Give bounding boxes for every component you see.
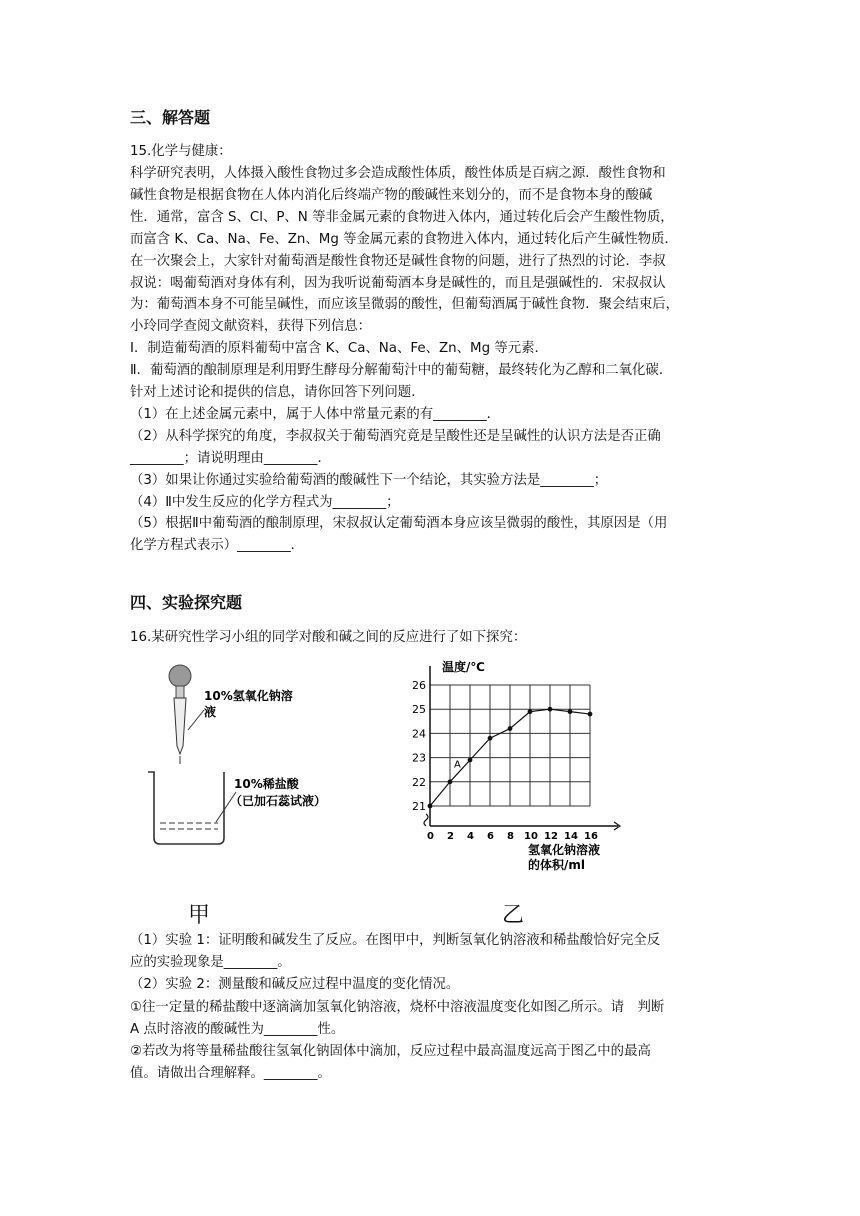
figure-jia-caption: 甲 <box>188 903 211 928</box>
text-line: 小玲同学查阅文献资料，获得下列信息： <box>130 319 372 335</box>
figure-yi-caption: 乙 <box>502 903 525 928</box>
text-line: （4）Ⅱ中发生反应的化学方程式为________； <box>130 494 400 510</box>
hcl-label-2: （已加石蕊试液） <box>230 794 327 808</box>
text-line: 在一次聚会上，大家针对葡萄酒是酸性食物还是碱性食物的问题，进行了热烈的讨论．李叔 <box>130 253 666 269</box>
text-line: 性．通常，富含 S、Cl、P、N 等非金属元素的食物进入体内，通过转化后会产生酸性物质， <box>130 209 674 225</box>
data-point <box>468 758 473 763</box>
text-line: 科学研究表明，人体摄入酸性食物过多会造成酸性体质，酸性体质是百病之源．酸性食物和 <box>130 166 666 181</box>
text-line: （2）实验 2：测量酸和碱反应过程中温度的变化情况。 <box>130 977 460 993</box>
point-a-label: A <box>454 759 461 771</box>
x-tick-label: 16 <box>584 831 598 842</box>
y-tick-label: 26 <box>412 679 426 692</box>
text-line: A 点时溶液的酸碱性为________性。 <box>130 1021 345 1037</box>
y-tick-label: 25 <box>412 703 426 717</box>
text-line: 碱性食物是根据食物在人体内消化后终端产物的酸碱性来划分的，而不是食物本身的酸碱 <box>130 187 653 203</box>
q16-head: 16.某研究性学习小组的同学对酸和碱之间的反应进行了如下探究： <box>130 630 527 645</box>
text-line: 化学方程式表示）________． <box>130 538 305 554</box>
data-point <box>588 712 593 717</box>
q15-head: 15.化学与健康： <box>130 144 232 159</box>
data-point <box>528 709 533 714</box>
section-3-title: 三、解答题 <box>130 108 211 127</box>
text-line: （3）如果让你通过实验给葡萄酒的酸碱性下一个结论，其实验方法是________； <box>130 472 608 488</box>
hcl-label-1: 10%稀盐酸 <box>234 777 299 791</box>
dropper-bulb <box>169 665 191 687</box>
naoh-label-2: 液 <box>204 705 217 719</box>
text-line: （5）根据Ⅱ中葡萄酒的酿制原理，宋叔叔认定葡萄酒本身应该呈微弱的酸性，其原因是（用 <box>130 516 668 532</box>
figure-yi-chart <box>400 656 635 876</box>
chart-y-axis-label: 温度/℃ <box>442 660 485 674</box>
x-tick-label: 6 <box>487 831 494 842</box>
text-line: ①往一定量的稀盐酸中逐滴滴加氢氧化钠溶液，烧杯中溶液温度变化如图乙所示。请 判断 <box>130 999 665 1015</box>
dropper-tube <box>174 698 186 754</box>
data-point <box>428 804 433 809</box>
x-tick-label: 10 <box>524 831 538 842</box>
x-tick-label: 12 <box>544 831 558 842</box>
text-line: 值。请做出合理解释。________。 <box>130 1066 331 1082</box>
x-tick-label: 4 <box>467 831 474 842</box>
data-point <box>448 779 453 784</box>
data-point <box>488 736 493 741</box>
text-line: （2）从科学探究的角度，李叔叔关于葡萄酒究竟是呈酸性还是呈碱性的认识方法是否正确 <box>130 428 661 444</box>
y-tick-label: 23 <box>412 751 426 765</box>
naoh-label-1: 10%氢氧化钠溶 <box>204 689 293 703</box>
beaker <box>148 772 224 844</box>
x-tick-label: 2 <box>447 831 454 842</box>
data-point <box>548 707 553 712</box>
section-4-title: 四、实验探究题 <box>130 593 243 612</box>
text-line: （1）实验 1：证明酸和碱发生了反应。在图甲中，判断氢氧化钠溶液和稀盐酸恰好完全反 <box>130 933 661 948</box>
y-tick-label: 21 <box>412 800 426 813</box>
text-line: Ⅰ．制造葡萄酒的原料葡萄中富含 K、Ca、Na、Fe、Zn、Mg 等元素． <box>130 341 548 357</box>
y-tick-label: 24 <box>412 727 426 741</box>
dropper-neck <box>176 686 184 698</box>
text-line: 为：葡萄酒本身不可能呈碱性，而应该呈微弱的酸性，但葡萄酒属于碱性食物．聚会结束后， <box>130 297 680 313</box>
chart-x-axis-label-line1: 氢氧化钠溶液 <box>528 843 601 857</box>
text-line: ②若改为将等量稀盐酸往氢氧化钠固体中滴加，反应过程中最高温度远高于图乙中的最高 <box>130 1044 651 1059</box>
data-point <box>508 726 513 731</box>
naoh-pointer <box>188 710 204 730</box>
figure-jia <box>140 660 370 855</box>
text-line: ________；请说明理由________． <box>130 450 331 466</box>
text-line: 针对上述讨论和提供的信息，请你回答下列问题． <box>130 385 425 400</box>
text-line: 而富含 K、Ca、Na、Fe、Zn、Mg 等金属元素的食物进入体内，通过转化后产生碱性物质． <box>130 231 678 247</box>
x-tick-label: 0 <box>427 831 434 842</box>
text-line: Ⅱ．葡萄酒的酿制原理是利用野生酵母分解葡萄汁中的葡萄糖，最终转化为乙醇和二氧化碳． <box>130 363 673 379</box>
data-point <box>568 709 573 714</box>
chart-x-axis-label-line2: 的体积/ml <box>528 858 586 872</box>
x-tick-label: 8 <box>507 831 514 842</box>
x-tick-label: 14 <box>564 831 578 842</box>
text-line: 叔说：喝葡萄酒对身体有利，因为我听说葡萄酒本身是碱性的，而且是强碱性的．宋叔叔认 <box>130 275 666 291</box>
text-line: （1）在上述金属元素中，属于人体中常量元素的有________． <box>130 406 501 422</box>
text-line: 应的实验现象是________。 <box>130 955 291 971</box>
axis-break <box>424 814 428 826</box>
y-tick-label: 22 <box>412 775 426 789</box>
